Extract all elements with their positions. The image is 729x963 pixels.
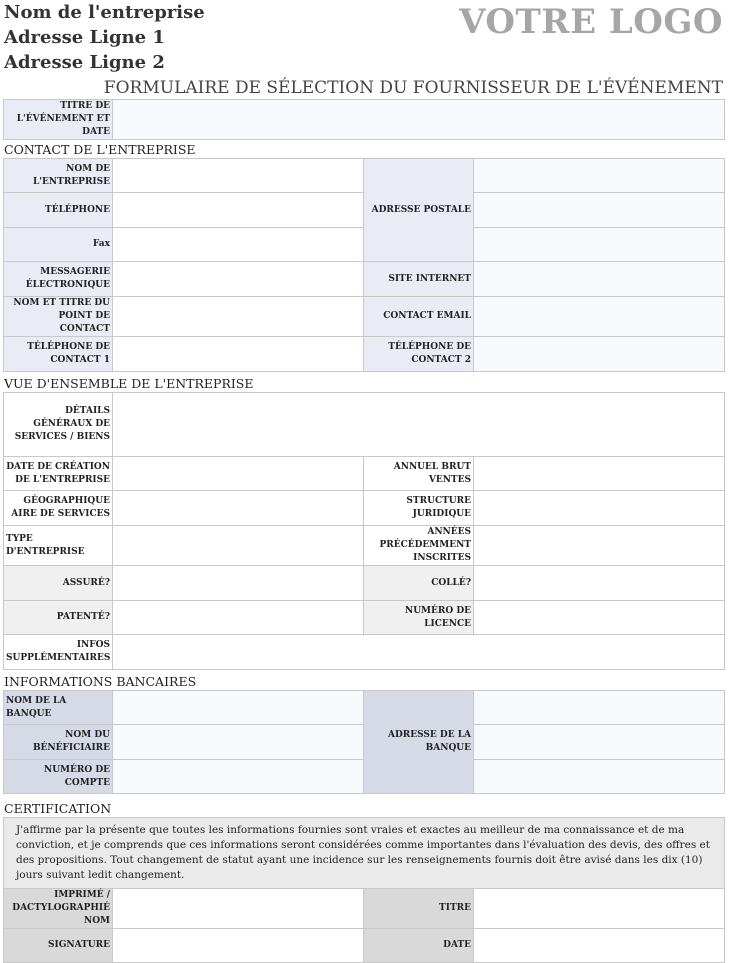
additional-info-label: INFOS SUPPLÉMENTAIRES — [4, 635, 113, 670]
contact-phone2-label: TÉLÉPHONE DE CONTACT 2 — [364, 337, 474, 372]
fax-field[interactable] — [113, 228, 364, 262]
phone-field[interactable] — [113, 193, 364, 228]
legal-structure-field[interactable] — [474, 491, 725, 526]
section-banking: INFORMATIONS BANCAIRES — [4, 674, 197, 689]
event-table — [3, 99, 725, 140]
bonded-label: COLLÉ? — [364, 566, 474, 601]
bank-address-field-3[interactable] — [474, 760, 725, 794]
licensed-field[interactable] — [113, 601, 364, 635]
logo-placeholder: VOTRE LOGO — [459, 2, 723, 42]
fax-label: Fax — [4, 228, 113, 262]
beneficiary-field[interactable] — [113, 725, 364, 760]
company-type-label: TYPE D'ENTREPRISE — [4, 526, 113, 566]
event-title-field[interactable] — [113, 100, 725, 140]
address-line-1: Adresse Ligne 1 — [4, 27, 165, 48]
beneficiary-label: NOM DU BÉNÉFICIAIRE — [4, 725, 113, 760]
banking-table — [3, 690, 725, 794]
event-title-label: TITRE DE L'ÉVÉNEMENT ET DATE — [4, 100, 113, 140]
bank-address-label: ADRESSE DE LA BANQUE — [364, 691, 474, 794]
postal-address-field-3[interactable] — [474, 228, 725, 262]
contact-email-label: CONTACT EMAIL — [364, 297, 474, 337]
address-line-2: Adresse Ligne 2 — [4, 52, 165, 73]
document-title-text: FORMULAIRE DE SÉLECTION DU FOURNISSEUR DE L'ÉVÉNEMENT — [103, 78, 723, 98]
contact-phone1-label: TÉLÉPHONE DE CONTACT 1 — [4, 337, 113, 372]
signature-field[interactable] — [113, 929, 364, 963]
email-field[interactable] — [113, 262, 364, 297]
phone-label: TÉLÉPHONE — [4, 193, 113, 228]
section-contact: CONTACT DE L'ENTREPRISE — [4, 142, 196, 157]
title-label: TITRE — [364, 889, 474, 929]
date-field[interactable] — [474, 929, 725, 963]
insured-label: ASSURÉ? — [4, 566, 113, 601]
section-overview: VUE D'ENSEMBLE DE L'ENTREPRISE — [4, 376, 254, 391]
founded-label: DATE DE CRÉATION DE L'ENTREPRISE — [4, 457, 113, 491]
date-label: DATE — [364, 929, 474, 963]
bank-address-field-1[interactable] — [474, 691, 725, 725]
certification-statement: J'affirme par la présente que toutes les informations fournies sont vraies et exactes au meilleur de ma connaissance et de ma conviction, et je comprends que ces informations seront considérées comme importantes dans l'évaluation des devis, des offres et des propositions. Tout changement de statut ayant une incidence sur les renseignements fournis doit être avisé dans les dix (10) jours suivant ledit changement. — [4, 818, 725, 889]
details-label-text: DÉTAILS GÉNÉRAUX DE SERVICES / BIENS — [14, 406, 110, 442]
printed-name-field[interactable] — [113, 889, 364, 929]
company-name: Nom de l'entreprise — [4, 2, 205, 23]
company-name-label: NOM DE L'ENTREPRISE — [4, 159, 113, 193]
postal-address-label: ADRESSE POSTALE — [364, 159, 474, 262]
section-certification: CERTIFICATION — [4, 801, 112, 816]
printed-name-label: IMPRIMÉ / DACTYLOGRAPHIÉ NOM — [4, 889, 113, 929]
legal-structure-label: STRUCTURE JURIDIQUE — [364, 491, 474, 526]
additional-info-field[interactable] — [113, 635, 725, 670]
bank-address-field-2[interactable] — [474, 725, 725, 760]
company-type-field[interactable] — [113, 526, 364, 566]
license-number-label: NUMÉRO DE LICENCE — [364, 601, 474, 635]
title-field[interactable] — [474, 889, 725, 929]
years-registered-field[interactable] — [474, 526, 725, 566]
contact-phone1-field[interactable] — [113, 337, 364, 372]
license-number-field[interactable] — [474, 601, 725, 635]
website-field[interactable] — [474, 262, 725, 297]
details-field[interactable] — [113, 393, 725, 457]
contact-table — [3, 158, 725, 372]
founded-field[interactable] — [113, 457, 364, 491]
account-number-label: NUMÉRO DE COMPTE — [4, 760, 113, 794]
certification-table — [3, 817, 725, 963]
bank-name-label: NOM DE LA BANQUE — [4, 691, 113, 725]
bank-name-field[interactable] — [113, 691, 364, 725]
contact-phone2-field[interactable] — [474, 337, 725, 372]
website-label: SITE INTERNET — [364, 262, 474, 297]
licensed-label: PATENTÉ? — [4, 601, 113, 635]
email-label: MESSAGERIE ÉLECTRONIQUE — [4, 262, 113, 297]
contact-name-field[interactable] — [113, 297, 364, 337]
details-label — [4, 393, 113, 457]
service-area-label: GÉOGRAPHIQUE AIRE DE SERVICES — [4, 491, 113, 526]
postal-address-field-1[interactable] — [474, 159, 725, 193]
bonded-field[interactable] — [474, 566, 725, 601]
contact-email-field[interactable] — [474, 297, 725, 337]
annual-sales-field[interactable] — [474, 457, 725, 491]
service-area-field[interactable] — [113, 491, 364, 526]
postal-address-field-2[interactable] — [474, 193, 725, 228]
company-header — [4, 0, 205, 75]
overview-table — [3, 392, 725, 670]
account-number-field[interactable] — [113, 760, 364, 794]
years-registered-label: ANNÉES PRÉCÉDEMMENT INSCRITES — [364, 526, 474, 566]
contact-name-label: NOM ET TITRE DU POINT DE CONTACT — [4, 297, 113, 337]
document-title — [103, 78, 723, 98]
signature-label: SIGNATURE — [4, 929, 113, 963]
annual-sales-label: ANNUEL BRUT VENTES — [364, 457, 474, 491]
company-name-field[interactable] — [113, 159, 364, 193]
insured-field[interactable] — [113, 566, 364, 601]
